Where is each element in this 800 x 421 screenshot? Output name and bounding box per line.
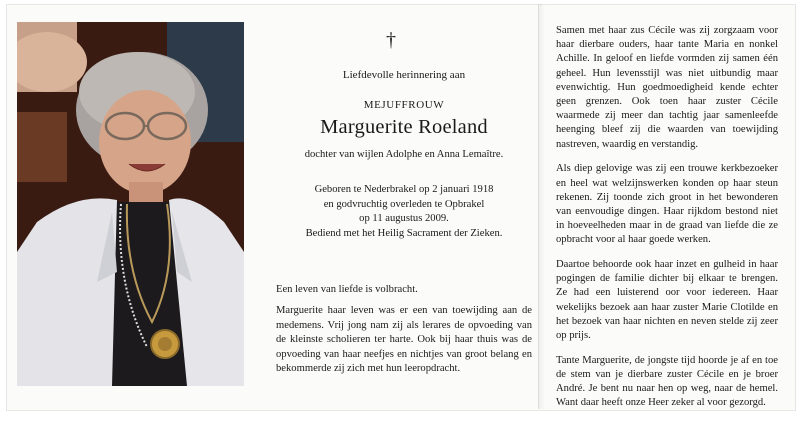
life-story-paragraph: Marguerite haar leven was er een van toewijding aan de medemens. Vrij jong nam zij als lerares de opvoeding van de kleinste scholieren ter harte. Ook bij haar thuis was de opvoeding van haar neefjes en nichtjes van groot belang en bekommerde zij zich met hun leeropdracht. [276,305,532,375]
portrait-photo [17,22,244,386]
title-line: MEJUFFROUW [363,99,445,111]
paragraph-3: Daartoe behoorde ook haar inzet en gulheid in haar pogingen de familie dichter bij elkaar te brengen. Ze had een luisterend oor voor iedereen. Haar wekelijks bezoek aan haar zuster Marie Clotilde en het bezoek van haar nichten en neven stelde zij zeer op prijs. [556,259,778,342]
deceased-name: Marguerite Roeland [320,116,488,138]
right-page-text [556,24,778,421]
memory-line: Liefdevolle herinnering aan [342,69,466,81]
motto-line: Een leven van liefde is volbracht. [276,284,418,295]
card-fold-shadow [539,4,545,409]
sacrament-line: Bediend met het Heilig Sacrament der Zieken. [305,227,503,239]
daughter-line: dochter van wijlen Adolphe en Anna Lemaître. [304,149,504,160]
died-line: en godvruchtig overleden te Opbrakel [323,198,485,210]
died-date-line: op 11 augustus 2009. [359,213,449,225]
paragraph-1: Samen met haar zus Cécile was zij zorgzaam voor haar dierbare ouders, haar tante Maria en nonkel Achille. In geloof en liefde vormden zij samen één geheel. Hun levensstijl was niet uitbundig maar evenwichtig. Hun goedmoedigheid kende echter geen grenzen. Ook toen haar zuster Cécile waarmede zij meer dan tachtig jaar samenleefde heenging bleef zij die waarden van toewijding nastreven, waardig en verstandig. [556,25,778,150]
paragraph-4: Tante Marguerite, de jongste tijd hoorde je af en toe de stem van je dierbare zuster Cécile en je broer André. Je bent nu naar hen op weg, naar de hemel. Want daar heeft onze Heer zeker al voor gezorgd. [556,354,778,409]
birth-death-block [276,183,532,241]
cross-icon: † [386,29,396,51]
paragraph-2: Als diep gelovige was zij een trouwe kerkbezoeker en heel wat welzijnswerken konden op haar steun rekenen. Zij toonde zich groot in het bewonderen van eenvoudige dingen. Haar rijkdom bestond niet in hoeveelheden maar in de graad van liefde die ze opbracht voor al haar goede werken. [556,163,778,246]
born-line: Geboren te Nederbrakel op 2 januari 1918 [314,184,494,195]
